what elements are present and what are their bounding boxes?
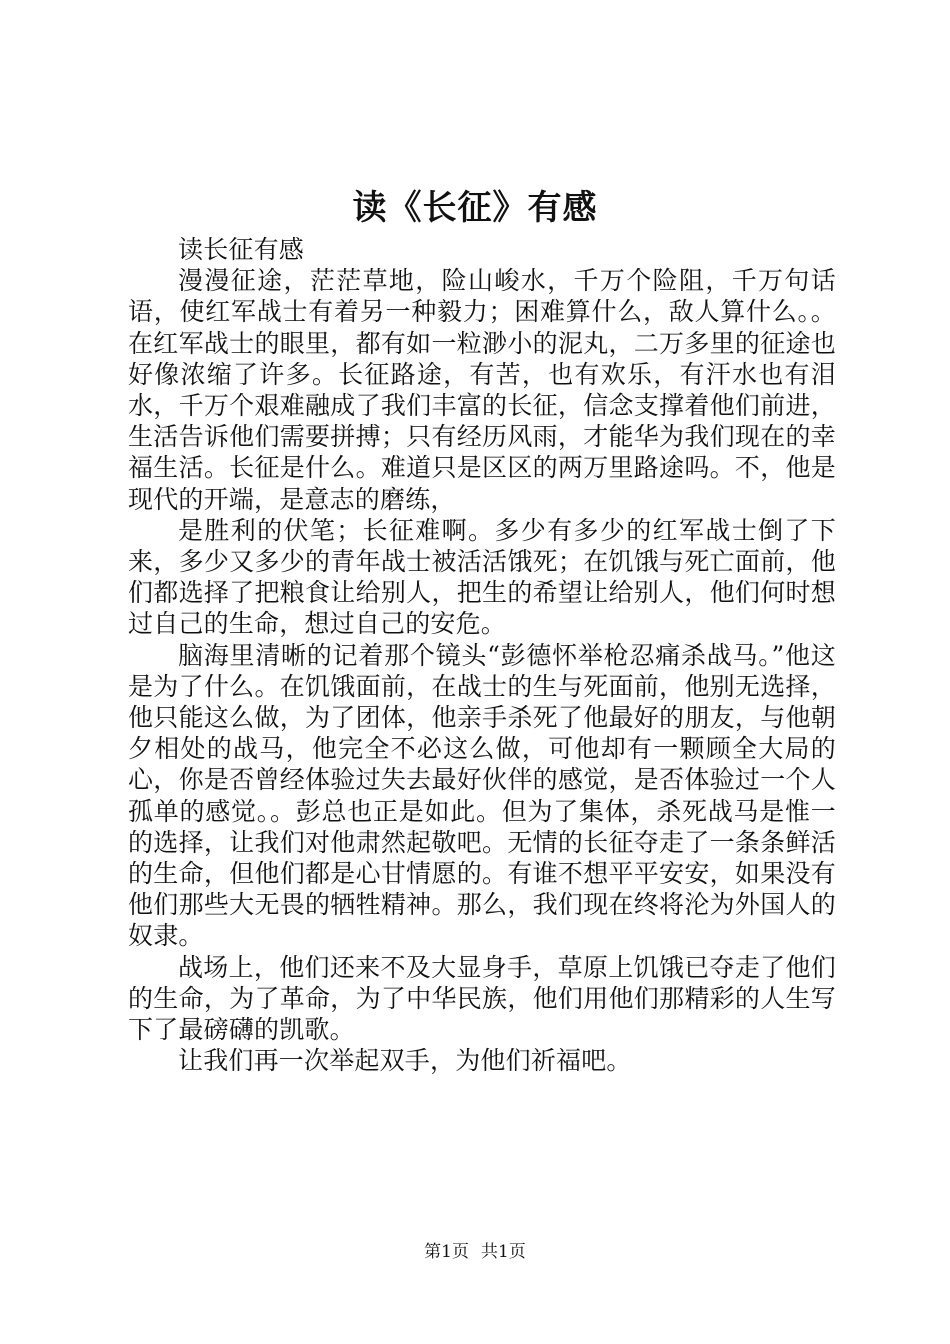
paragraph-subtitle: 读长征有感 bbox=[178, 235, 305, 264]
paragraph-1: 漫漫征途，茫茫草地，险山峻水，千万个险阻，千万句话语，使红军战士有着另一种毅力；困难算什么，敌人算什么。。在红军战士的眼里，都有如一粒渺小的泥丸，二万多里的征途也好像浓缩了许多。长征路途，有苦，也有欢乐，有汗水也有泪水，千万个艰难融成了我们丰富的长征，信念支撑着他们前进，生活告诉他们需要拼搏；只有经历风雨，才能华为我们现在的幸福生活。长征是什么。难道只是区区的两万里路途吗。不，他是现代的开端，是意志的磨练， bbox=[128, 266, 836, 514]
paragraph-2: 是胜利的伏笔；长征难啊。多少有多少的红军战士倒了下来，多少又多少的青年战士被活活饿死；在饥饿与死亡面前，他们都选择了把粮食让给别人，把生的希望让给别人，他们何时想过自己的生命，想过自己的安危。 bbox=[128, 515, 836, 639]
paragraph-5: 让我们再一次举起双手，为他们祈福吧。 bbox=[178, 1046, 632, 1076]
document-body bbox=[128, 234, 836, 1076]
paragraph-3: 脑海里清晰的记着那个镜头“彭德怀举枪忍痛杀战马。”他这是为了什么。在饥饿面前，在战士的生与死面前，他别无选择，他只能这么做，为了团体，他亲手杀死了他最好的朋友，与他朝夕相处的战马，他完全不必这么做，可他却有一颗顾全大局的心，你是否曾经体验过失去最好伙伴的感觉，是否体验过一个人孤单的感觉。。彭总也正是如此。但为了集体，杀死战马是惟一的选择，让我们对他肃然起敬吧。无情的长征夺走了一条条鲜活的生命，但他们都是心甘情愿的。有谁不想平平安安，如果没有他们那些大无畏的牺牲精神。那么，我们现在终将沦为外国人的奴隶。 bbox=[128, 640, 836, 951]
page-footer bbox=[0, 1240, 950, 1264]
paragraph-4: 战场上，他们还来不及大显身手，草原上饥饿已夺走了他们的生命，为了革命，为了中华民族，他们用他们那精彩的人生写下了最磅礴的凯歌。 bbox=[128, 952, 836, 1045]
page-number: 第1页 bbox=[424, 1242, 469, 1262]
document-title: 读《长征》有感 bbox=[352, 188, 598, 228]
page-total: 共1页 bbox=[481, 1242, 526, 1262]
